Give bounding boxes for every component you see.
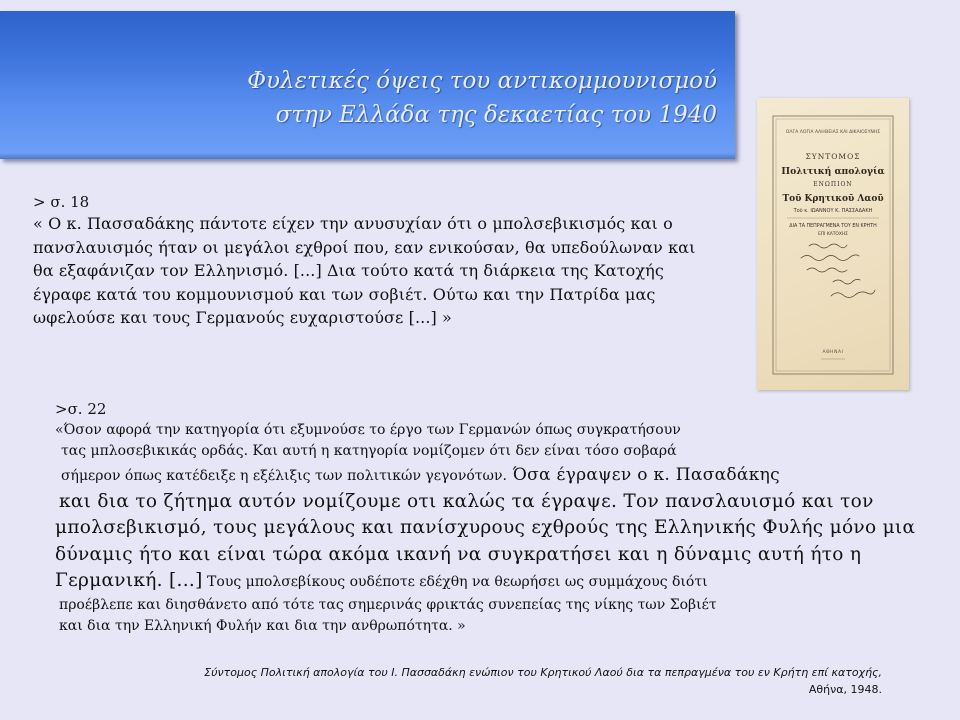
quote-2-line: και δια το ζήτημα αυτόν νομίζουμε οτι καλώς τα έγραψε. Τον πανσλαυισμό και τον — [59, 490, 874, 512]
quote-2-segment: Τους μπολσεβίκους ουδέποτε εδέχθη να θεωρήσει ως συμμάχους διότι — [202, 574, 708, 590]
doc-header-text: ΟΛΓΑ ΛΟΓΙΑ ΑΛΗΘΕΙΑΣ ΚΑΙ ΔΙΚΑΙΟΣΥΝΗΣ — [785, 130, 881, 135]
quote-1-line: « Ο κ. Πασσαδάκης πάντοτε είχεν την ανυσυχίαν ότι ο μπολσεβικισμός και ο — [33, 214, 673, 233]
doc-title-line-4: Τοῦ Κρητικοῦ Λαοῦ — [782, 194, 884, 204]
citation-title: Σύντομος Πολιτική απολογία του Ι. Πασσαδάκη ενώπιον του Κρητικού Λαού δια τα πεπραγμένα του εν Κρήτη επί κατοχής, — [204, 666, 882, 679]
document-cover-image — [757, 98, 909, 390]
quote-1-line: έγραφε κατά του κομμουνισμού και των σοβιέτ. Ούτω και την Πατρίδα μας — [33, 284, 656, 304]
citation-place-year: Αθήνα, 1948. — [808, 683, 882, 696]
source-citation — [204, 664, 882, 698]
quote-1-line: ωφελούσε και τους Γερμανούς ευχαριστούσε [...] » — [33, 308, 452, 327]
quote-2-segment: Γερμανική. [...] — [55, 570, 203, 591]
doc-title-line-3: ΕΝΩΠΙΟΝ — [813, 181, 853, 188]
quote-2-segment: Όσα έγραψεν ο κ. Πασαδάκης — [506, 465, 780, 485]
doc-footer-text: ΑΘΗΝΑΙ — [822, 350, 844, 355]
quote-page-22 — [55, 400, 915, 637]
doc-author-line: Τοῦ κ. ΙΩΑΝΝΟΥ Κ. ΠΑΣΣΑΔΑΚΗ — [793, 208, 873, 214]
quote-2-line: «Όσον αφορά την κατηγορία ότι εξυμνούσε το έργο των Γερμανών όπως συγκρατήσουν — [55, 422, 681, 438]
quote-1-line: θα εξαφάνιζαν τον Ελληνισμό. [...] Δια τούτο κατά τη διάρκεια της Κατοχής — [33, 261, 664, 280]
quote-2-line: τας μπλοσεβικικάς ορδάς. Και αυτή η κατηγορία νομίζομεν ότι δεν είναι τόσο σοβαρά — [61, 443, 677, 459]
title-banner — [0, 11, 735, 159]
quote-2-line-mixed — [55, 568, 915, 595]
quote-2-reference: >σ. 22 — [55, 400, 107, 418]
quote-1-line: πανσλαυισμός ήταν οι μεγάλοι εχθροί που, εαν ενικούσαν, θα υπεδούλωναν και — [33, 237, 696, 257]
doc-title-line-1: ΣΥΝΤΟΜΟΣ — [805, 152, 861, 161]
doc-title-line-2: Πολιτική απολογία — [781, 166, 885, 177]
quote-2-line: μπολσεβικισμό, τους μεγάλους και πανίσχυρους εχθρούς της Ελληνικής Φυλής μόνο μια — [55, 517, 916, 538]
doc-title-line-6: ΔΙΑ ΤΑ ΠΕΠΡΑΓΜΕΝΑ ΤΟΥ ΕΝ ΚΡΗΤΗ — [789, 224, 877, 229]
quote-2-line: δύναμις ήτο και είναι τώρα ακόμα ικανή να συγκρατήσει και η δύναμις αυτή ήτο η — [55, 543, 862, 565]
doc-title-line-7: ΕΠΙ ΚΑΤΟΧΗΣ — [818, 232, 848, 237]
quote-2-line-mixed — [55, 462, 915, 489]
title-line-2: στην Ελλάδα της δεκαετίας του 1940 — [275, 102, 717, 128]
title-line-1: Φυλετικές όψεις του αντικομμουνισμού — [247, 68, 717, 94]
handwritten-dedication — [801, 244, 875, 298]
quote-2-segment: σήμερον όπως κατέδειξε η εξέλιξις των πολιτικών γεγονότων. — [61, 468, 507, 484]
quote-1-reference: > σ. 18 — [33, 193, 90, 211]
quote-2-line: και δια την Ελληνική Φυλήν και δια την ανθρωπότητα. » — [59, 617, 466, 634]
quote-2-line: προέβλεπε και διησθάνετο από τότε τας σημερινάς φρικτάς συνεπείας της νίκης των Σοβιέτ — [59, 596, 717, 613]
quote-page-18 — [33, 192, 695, 330]
